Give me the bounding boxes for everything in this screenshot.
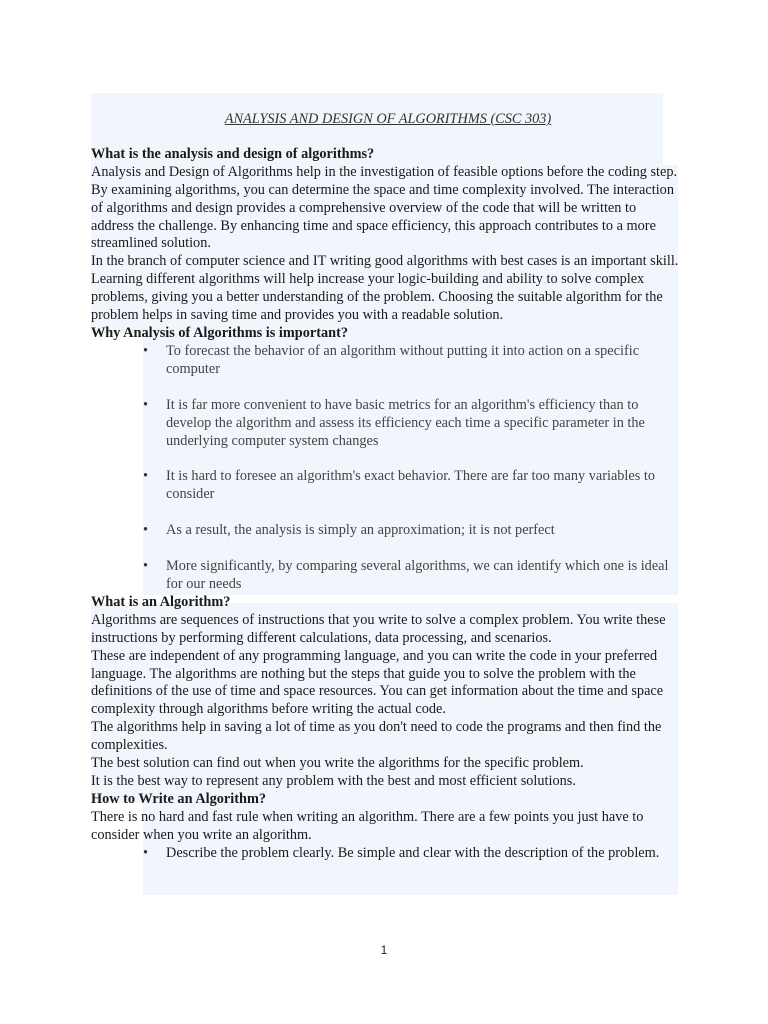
page-number: 1 [380,943,388,957]
section-heading: How to Write an Algorithm? [91,790,266,807]
paragraph: Analysis and Design of Algorithms help in the investigation of feasible options before the coding step. By examining algorithms, you can determine the space and time complexity involved. The interaction of algorithms and design provides a comprehensive overview of the code that will be written to address the challenge. By enhancing time and space efficiency, this approach contributes to a more streamlined solution. [91,163,678,252]
paragraph: There is no hard and fast rule when writing an algorithm. There are a few points you just have to consider when you write an algorithm. [91,808,644,843]
paragraph: The best solution can find out when you write the algorithms for the specific problem. [91,755,584,772]
bullet-list [91,845,681,863]
list-item: • To forecast the behavior of an algorithm without putting it into action on a specific computer [91,343,681,379]
list-item: • Describe the problem clearly. Be simple and clear with the description of the problem. [91,845,681,863]
section-heading: What is an Algorithm? [91,593,231,610]
document-title: ANALYSIS AND DESIGN OF ALGORITHMS (CSC 303) [224,111,552,127]
paragraph: It is the best way to represent any problem with the best and most efficient solutions. [91,773,576,789]
list-item: • It is hard to foresee an algorithm's exact behavior. There are far too many variables to consider [91,468,681,504]
section-heading: What is the analysis and design of algorithms? [91,145,375,162]
list-item: • As a result, the analysis is simply an approximation; it is not perfect [91,522,681,540]
section-heading: Why Analysis of Algorithms is important? [91,324,348,341]
bullet-list [91,343,681,594]
list-item: • It is far more convenient to have basic metrics for an algorithm's efficiency than to develop the algorithm and assess its efficiency each time a specific parameter in the underlying computer system changes [91,397,681,451]
paragraph: The algorithms help in saving a lot of time as you don't need to code the programs and then find the complexities. [91,719,662,754]
document-body [91,111,681,863]
paragraph: In the branch of computer science and IT writing good algorithms with best cases is an important skill. Learning different algorithms will help increase your logic-building and ability to solve complex problems, giving you a better understanding of the problem. Choosing the suitable algorithm for the problem helps in saving time and provides you with a readable solution. [91,253,679,324]
paragraph: Algorithms are sequences of instructions that you write to solve a complex problem. You write these instructions by performing different calculations, data processing, and scenarios. [91,611,666,646]
paragraph: These are independent of any programming language, and you can write the code in your preferred language. The algorithms are nothing but the steps that guide you to solve the problem with the definitions of the use of time and space resources. You can get information about the time and space complexity through algorithms before writing the actual code. [91,647,664,718]
list-item: • More significantly, by comparing several algorithms, we can identify which one is ideal for our needs [91,558,681,594]
